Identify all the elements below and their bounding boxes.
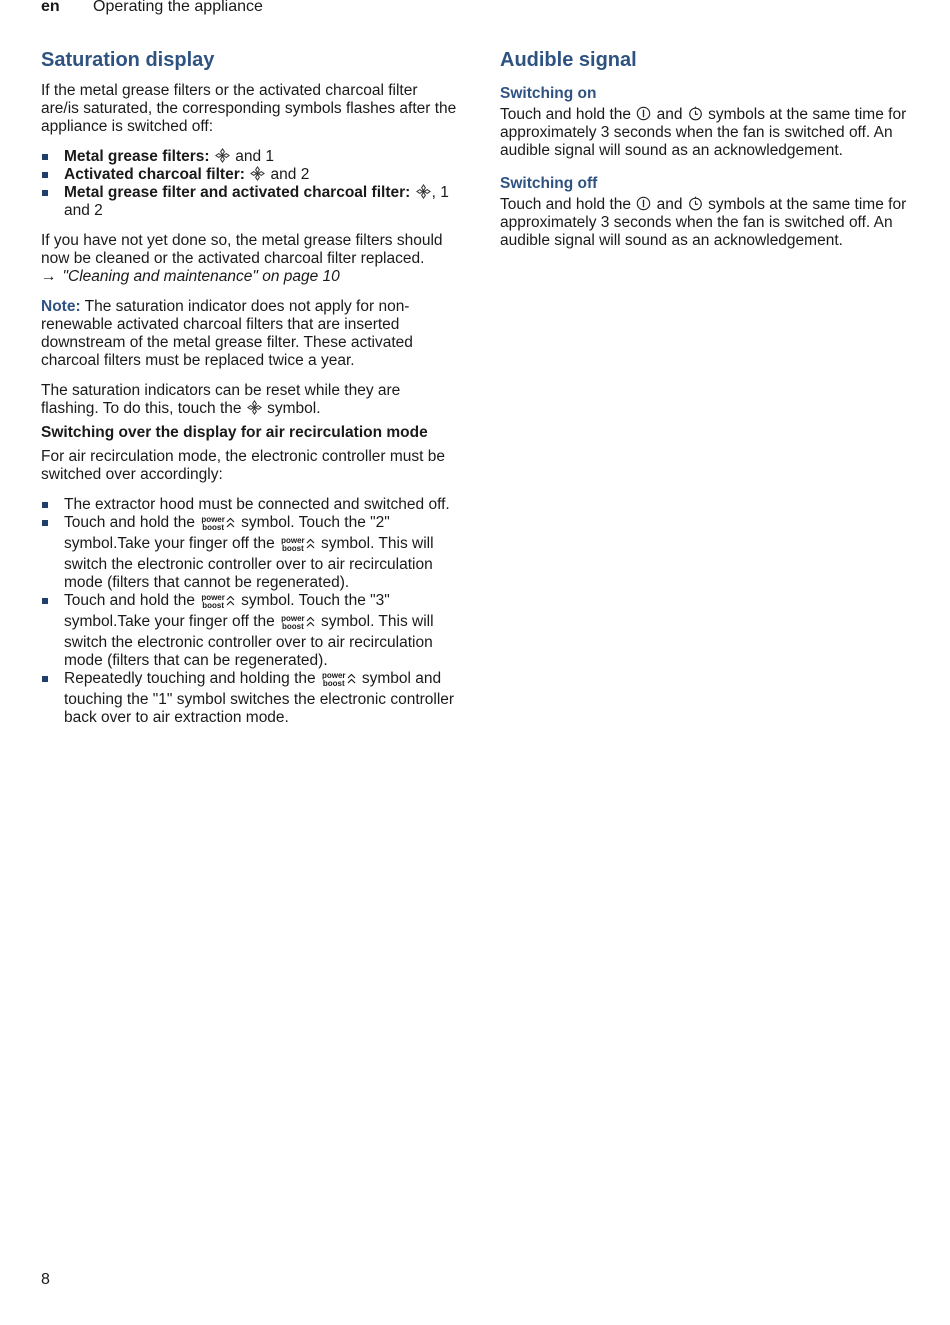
saturation-heading: Saturation display: [41, 49, 215, 71]
section-title: Operating the appliance: [93, 0, 263, 15]
saturation-intro: If the metal grease filters or the activated charcoal filter are/is saturated, the corresponding symbols flashes after the appliance is switched off:: [41, 82, 457, 135]
list-item-text: Touch and hold the: [64, 514, 200, 531]
fan-filter-icon: [214, 148, 231, 165]
text-part: and: [652, 196, 687, 213]
list-item: [41, 148, 459, 166]
saturation-para-text: If you have not yet done so, the metal grease filters should now be cleaned or the activated charcoal filter replaced.: [41, 232, 443, 267]
list-item: [41, 496, 459, 514]
switching-off-text: [500, 196, 918, 250]
power-boost-icon: power boost: [279, 535, 317, 552]
page-number: 8: [41, 1271, 50, 1288]
left-column: [41, 48, 459, 739]
saturation-list: [41, 148, 459, 220]
list-item-text: The extractor hood must be connected and switched off.: [64, 496, 450, 513]
power-boost-icon: power boost: [199, 592, 237, 609]
reset-text-a: The saturation indicators can be reset while they are flashing. To do this, touch the: [41, 382, 401, 417]
switching-off-heading: Switching off: [500, 175, 598, 192]
list-item-label: Metal grease filter and activated charcoal filter:: [64, 184, 411, 201]
text-part: symbols at the same time for approximately 3 seconds when the fan is switched off. An audible signal will sound as an acknowledgement.: [500, 196, 907, 249]
fan-filter-icon: [249, 166, 266, 183]
list-item-text: Touch and hold the: [64, 592, 200, 609]
list-item: [41, 166, 459, 184]
power-boost-icon: power boost: [279, 613, 317, 630]
list-item-text: symbol. Touch the "2" symbol.Take your finger off the: [64, 514, 390, 552]
list-item: [41, 592, 459, 670]
list-item-text: symbol. This will switch the electronic controller over to air recirculation mode (filters that can be regenerated).: [64, 613, 434, 669]
fan-filter-icon: [415, 184, 432, 201]
fan-filter-icon: [246, 400, 263, 417]
text-part: Touch and hold the: [500, 106, 636, 123]
list-item: [41, 670, 459, 727]
page-header: [41, 0, 263, 18]
text-part: and: [652, 106, 687, 123]
list-item-text: and 2: [266, 166, 310, 183]
list-item-label: Metal grease filters:: [64, 148, 210, 165]
info-icon: [635, 196, 652, 213]
cross-reference-text: "Cleaning and maintenance" on page 10: [62, 268, 340, 285]
arrow-icon: →: [41, 268, 57, 285]
list-item-text: symbol. This will switch the electronic controller over to air recirculation mode (filters that cannot be regenerated).: [64, 535, 434, 591]
recirculation-heading: Switching over the display for air recirculation mode: [41, 424, 428, 441]
text-part: symbols at the same time for approximately 3 seconds when the fan is switched off. An audible signal will sound as an acknowledgement.: [500, 106, 907, 159]
switching-on-text: [500, 106, 918, 160]
list-item: [41, 184, 459, 220]
timer-icon: [687, 196, 704, 213]
list-item: [41, 514, 459, 592]
timer-icon: [687, 106, 704, 123]
list-item-label: Activated charcoal filter:: [64, 166, 245, 183]
list-item-text: , 1 and 2: [64, 184, 449, 219]
list-item-text: symbol and touching the "1" symbol switches the electronic controller back over to air extraction mode.: [64, 670, 455, 726]
cross-reference[interactable]: [41, 268, 340, 285]
switching-on-heading: Switching on: [500, 85, 597, 102]
list-item-text: and 1: [230, 148, 275, 165]
recirculation-intro: For air recirculation mode, the electronic controller must be switched over accordingly:: [41, 448, 446, 483]
language-code: en: [41, 0, 60, 15]
info-icon: [635, 106, 652, 123]
note: [41, 298, 459, 370]
power-boost-icon: power boost: [320, 670, 358, 687]
power-boost-icon: power boost: [199, 514, 237, 531]
reset-para: [41, 382, 459, 418]
audible-heading: Audible signal: [500, 49, 637, 71]
saturation-para: [41, 232, 459, 286]
reset-text-b: symbol.: [262, 400, 321, 417]
list-item-text: Repeatedly touching and holding the: [64, 670, 320, 687]
note-text: The saturation indicator does not apply for non-renewable activated charcoal filters that are inserted downstream of the metal grease filter. These activated charcoal filters must be replaced twice a year.: [41, 298, 413, 369]
right-column: [500, 48, 918, 262]
list-item-text: symbol. Touch the "3" symbol.Take your finger off the: [64, 592, 390, 630]
text-part: Touch and hold the: [500, 196, 636, 213]
note-label: Note:: [41, 298, 81, 315]
recirculation-list: [41, 496, 459, 727]
